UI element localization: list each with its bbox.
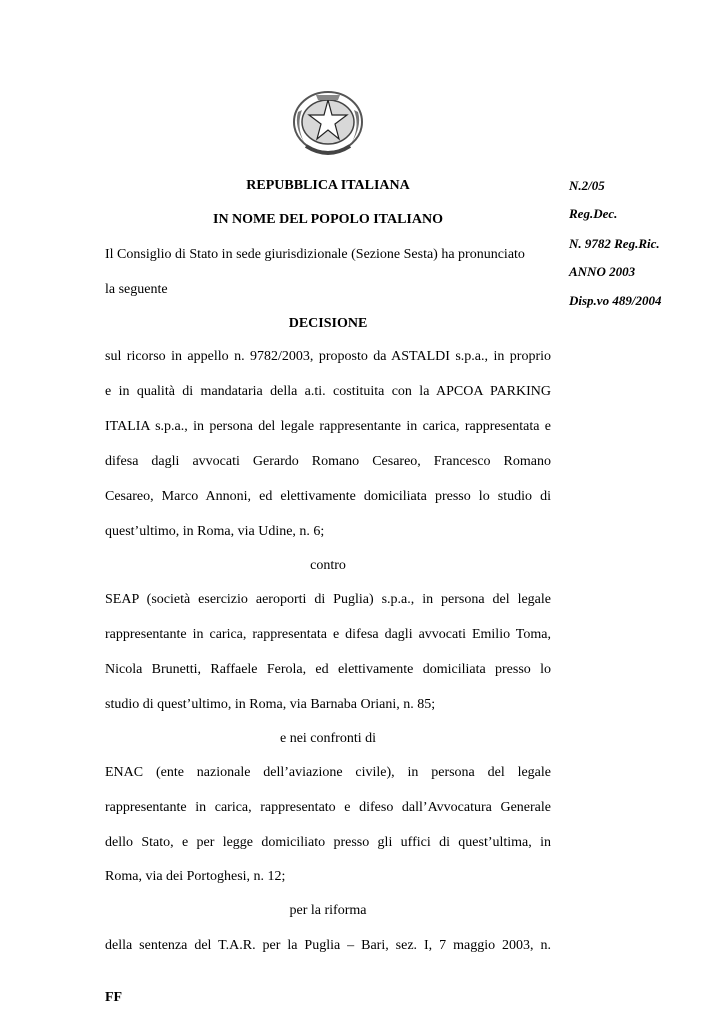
text-line: quest’ultimo, in Roma, via Udine, n. 6;: [105, 524, 325, 539]
text-line: della sentenza del T.A.R. per la Puglia – Bari, sez. I, 7 maggio 2003, n.: [105, 938, 551, 953]
section-contro: contro: [310, 558, 346, 573]
text-line: Cesareo, Marco Annoni, ed elettivamente domiciliata presso lo studio di: [105, 489, 551, 504]
decision-heading: DECISIONE: [288, 316, 368, 331]
text-line: e in qualità di mandataria della a.ti. costituita con la APCOA PARKING: [105, 384, 551, 399]
text-line: ENAC (ente nazionale dell’aviazione civile), in persona del legale: [105, 765, 551, 780]
text-line: SEAP (società esercizio aeroporti di Puglia) s.p.a., in persona del legale: [105, 592, 551, 607]
section-riforma: per la riforma: [289, 903, 367, 918]
text-line: sul ricorso in appello n. 9782/2003, proposto da ASTALDI s.p.a., in proprio: [105, 349, 551, 364]
footer-initials: FF: [105, 990, 123, 1005]
italian-republic-emblem-icon: [286, 86, 370, 162]
intro-line: la seguente: [105, 282, 168, 297]
side-note-regdec: Reg.Dec.: [569, 206, 618, 221]
side-note-year: ANNO 2003: [569, 264, 636, 279]
page-subtitle: IN NOME DEL POPOLO ITALIANO: [213, 212, 443, 227]
side-note-number: N.2/05: [569, 178, 605, 193]
text-line: Nicola Brunetti, Raffaele Ferola, ed elettivamente domiciliata presso lo: [105, 662, 551, 677]
text-line: difesa dagli avvocati Gerardo Romano Cesareo, Francesco Romano: [105, 454, 551, 469]
side-note-regric: N. 9782 Reg.Ric.: [569, 236, 660, 251]
text-line: studio di quest’ultimo, in Roma, via Barnaba Oriani, n. 85;: [105, 697, 436, 712]
text-line: rappresentante in carica, rappresentato e difeso dall’Avvocatura Generale: [105, 800, 551, 815]
page-title: REPUBBLICA ITALIANA: [246, 178, 410, 193]
intro-line: Il Consiglio di Stato in sede giurisdizionale (Sezione Sesta) ha pronunciato: [105, 247, 525, 262]
section-confronti: e nei confronti di: [279, 731, 377, 746]
text-line: dello Stato, e per legge domiciliato presso gli uffici di quest’ultima, in: [105, 835, 551, 850]
text-line: ITALIA s.p.a., in persona del legale rappresentante in carica, rappresentata e: [105, 419, 551, 434]
text-line: Roma, via dei Portoghesi, n. 12;: [105, 869, 286, 884]
text-line: rappresentante in carica, rappresentata e difesa dagli avvocati Emilio Toma,: [105, 627, 551, 642]
side-note-dispositivo: Disp.vo 489/2004: [569, 293, 662, 308]
